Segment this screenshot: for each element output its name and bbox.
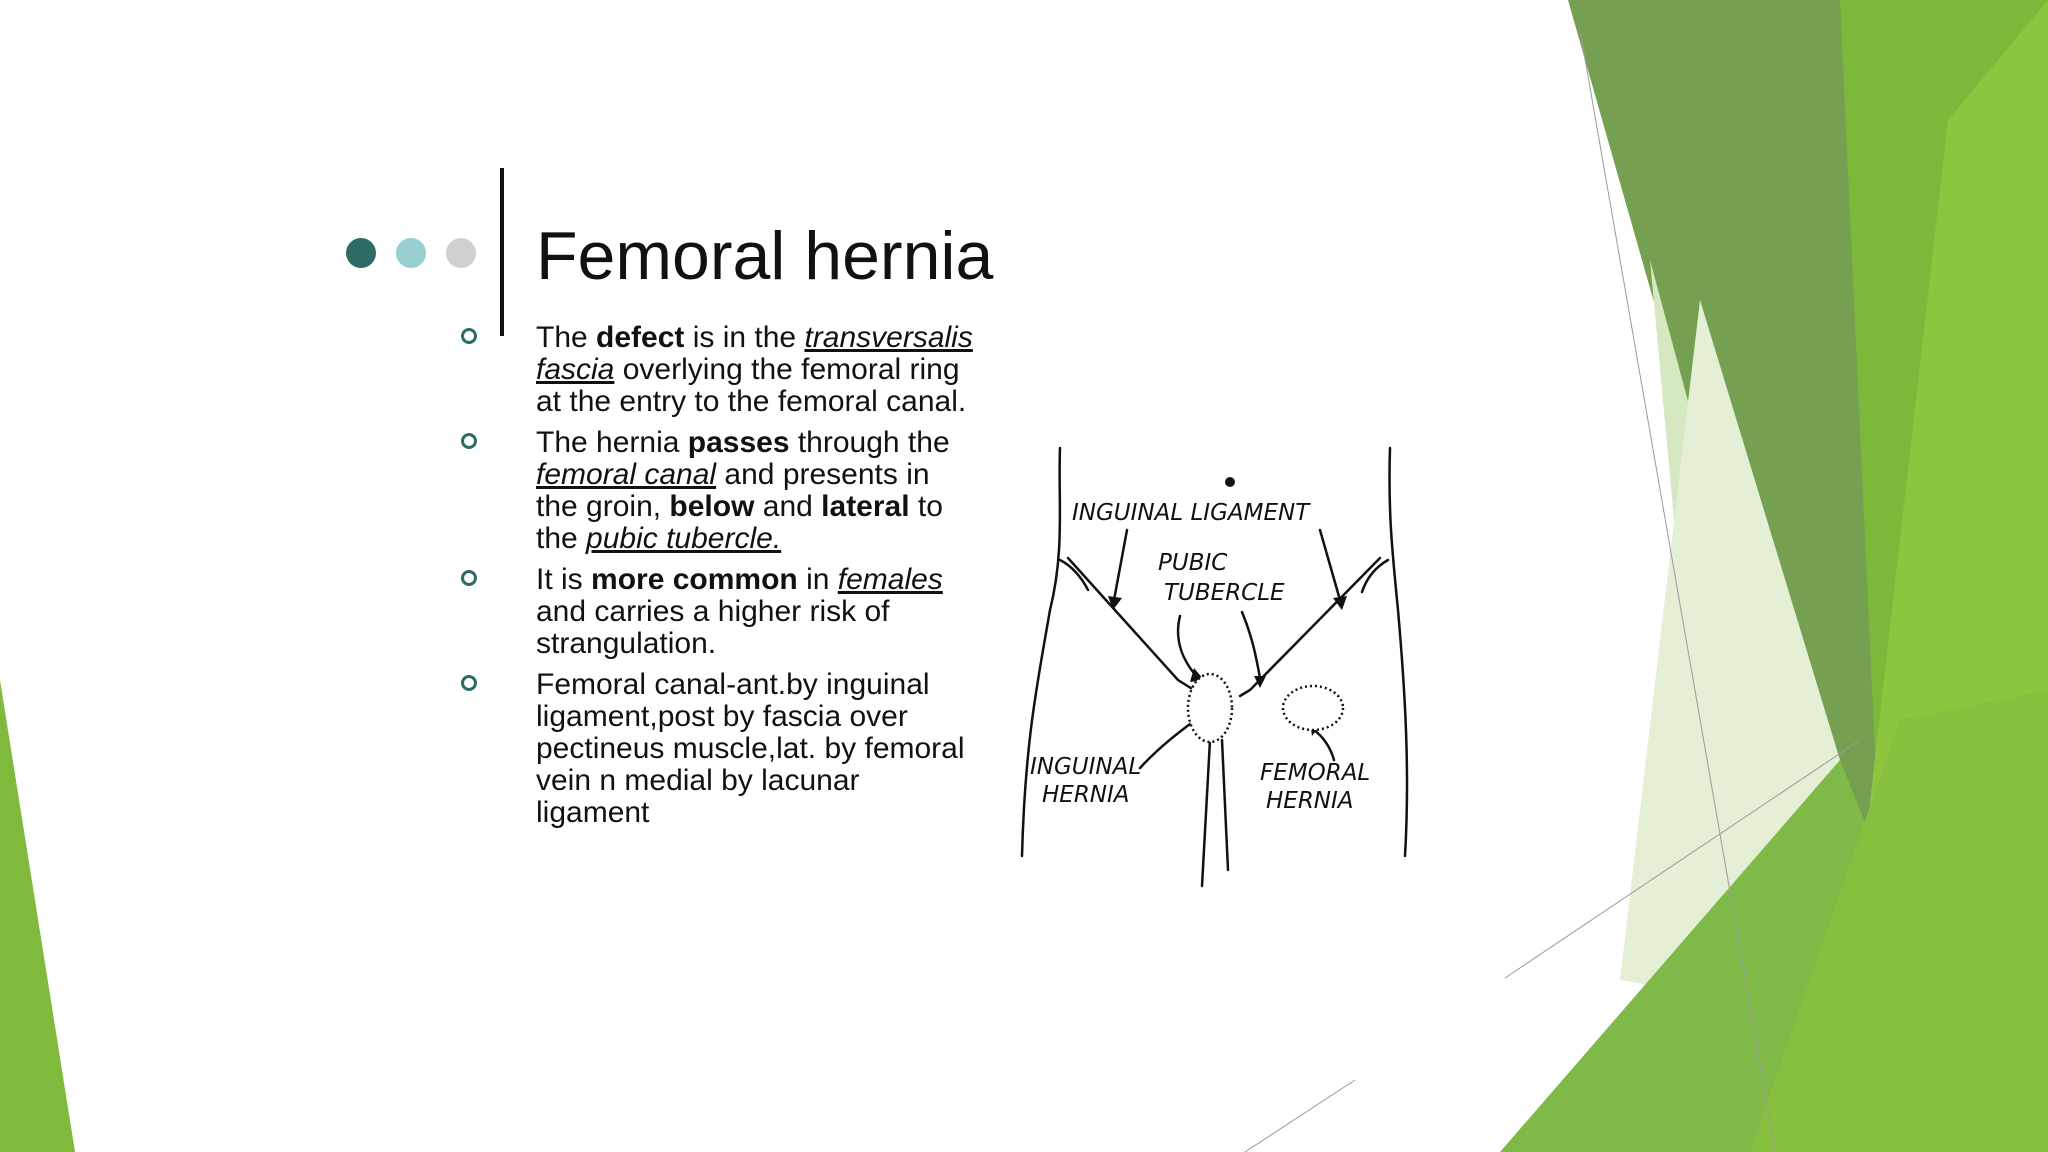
label-arrow-3 [1178,616,1198,678]
title-divider [500,168,504,336]
bullet-item [455,322,975,418]
text-run: The [536,321,597,354]
label-arrow-1 [1114,530,1127,600]
label-pubic: PUBIC [1158,550,1228,576]
label-inguinal-1: INGUINAL [1030,754,1142,780]
label-hernia-2: HERNIA [1266,788,1354,814]
bullet-text [536,563,943,660]
ink-dot [1225,477,1235,487]
slide-title: Femoral hernia [536,218,994,294]
light-teal-dot-icon [396,238,426,268]
ring-bullet-icon [461,570,477,586]
inguinal-hernia-sac [1188,674,1232,742]
text-run: through the [789,426,950,459]
bullet-text [536,668,965,829]
text-run: lateral [821,490,910,523]
right-body-outline [1389,448,1407,856]
text-run: and presents in the groin, [536,458,930,523]
left-leg-inner [1202,740,1210,886]
label-femoral-2: FEMORAL [1260,760,1371,786]
text-run: transversalis fascia [536,321,973,386]
bullet-item [455,427,975,555]
text-run: femoral canal [536,458,717,491]
text-run: and [754,490,822,523]
text-run: overlying the femoral ring at the entry to the femoral canal. [536,353,967,418]
hernia-diagram [1010,440,1420,900]
text-run: The hernia [536,426,688,459]
label-hernia-1: HERNIA [1042,782,1130,808]
label-arrow-2 [1320,530,1340,600]
bullet-item [455,564,975,660]
text-run: below [669,490,755,523]
femoral-hernia-sac [1283,686,1343,730]
text-run: defect [596,321,685,354]
decor-line-3 [1245,1080,1355,1152]
text-run: and carries a higher risk of strangulation. [536,595,890,660]
text-run: to the [536,490,943,555]
text-run: passes [687,426,790,459]
grey-dot-icon [446,238,476,268]
ring-bullet-icon [461,433,477,449]
left-green-shape [0,680,75,1152]
text-run: in [797,563,838,596]
text-run: Femoral canal-ant.by inguinal ligament,post by fascia over pectineus muscle,lat. by femoral vein n medial by lacunar ligament [536,668,965,829]
teal-dot-icon [346,238,376,268]
bullet-item [455,669,975,829]
arrowhead-icon [1254,676,1266,688]
bullet-text [536,321,973,418]
right-leg-inner [1222,740,1228,870]
label-inguinal-ligament: INGUINAL LIGAMENT [1072,500,1310,526]
bullet-list [455,322,975,838]
text-run: females [837,563,943,596]
text-run: It is [536,563,592,596]
label-tubercle: TUBERCLE [1164,580,1285,606]
ring-bullet-icon [461,675,477,691]
text-run: pubic tubercle. [586,522,782,555]
bullet-text [536,426,950,555]
ring-bullet-icon [461,328,477,344]
label-arrow-5 [1140,718,1198,768]
right-ligament-line [1240,558,1380,696]
label-arrow-4 [1242,612,1260,678]
text-run: more common [591,563,798,596]
label-arrow-6 [1314,730,1334,760]
text-run: is in the [684,321,805,354]
